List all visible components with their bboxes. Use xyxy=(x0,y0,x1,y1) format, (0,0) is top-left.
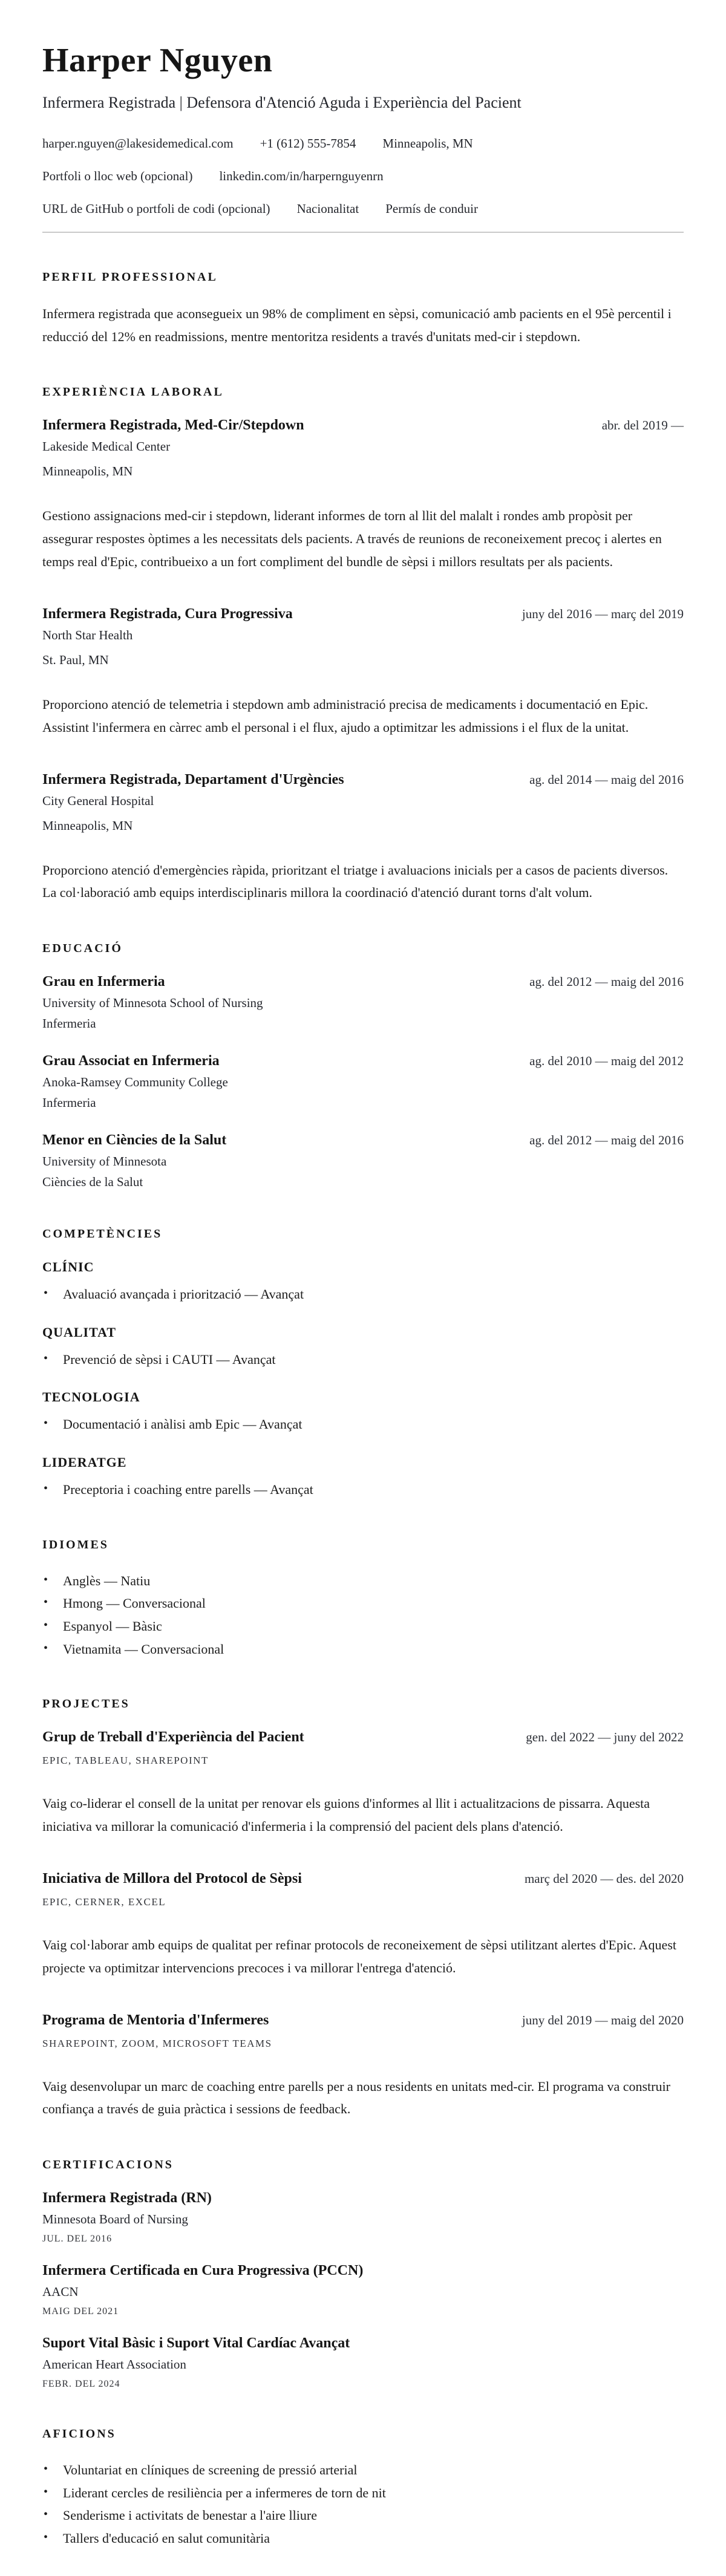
project-entry xyxy=(42,1729,684,1838)
job-title: Infermera Registrada, Med-Cir/Stepdown xyxy=(42,417,304,434)
job-date: abr. del 2019 — xyxy=(601,418,684,433)
certification-date: MAIG DEL 2021 xyxy=(42,2306,119,2317)
project-title: Iniciativa de Millora del Protocol de Sèpsi xyxy=(42,1870,302,1886)
job-location: Minneapolis, MN xyxy=(42,464,133,479)
language-list xyxy=(42,1570,684,1660)
education-entry-header xyxy=(42,974,684,990)
section-education xyxy=(42,942,684,1190)
resume-header xyxy=(42,42,684,233)
profile-text: Infermera registrada que aconsegueix un 98% de compliment en sèpsi, comunicació amb pacients en el 95è percentil i reducció del 12% en readmissions, mentre mentoritza residents a través d'unitats med-cir i stepdown. xyxy=(42,305,672,344)
section-projects xyxy=(42,1697,684,2121)
skill-group-technology xyxy=(42,1389,684,1435)
degree-date: ag. del 2012 — maig del 2016 xyxy=(529,1133,684,1148)
education-heading: EDUCACIÓ xyxy=(42,942,123,956)
nationality-placeholder: Nacionalitat xyxy=(296,201,359,216)
project-entry-header xyxy=(42,2012,684,2029)
project-title: Grup de Treball d'Experiència del Pacient xyxy=(42,1729,304,1746)
hobby-list xyxy=(42,2459,684,2549)
job-date: juny del 2016 — març del 2019 xyxy=(522,606,684,621)
phone-text: +1 (612) 555-7854 xyxy=(260,135,356,151)
degree-date: ag. del 2012 — maig del 2016 xyxy=(529,974,684,990)
education-entry xyxy=(42,1053,684,1110)
job-location: Minneapolis, MN xyxy=(42,818,133,833)
degree-school: University of Minnesota School of Nursing xyxy=(42,996,263,1011)
profile-heading: PERFIL PROFESSIONAL xyxy=(42,270,218,284)
job-title: Infermera Registrada, Departament d'Urgències xyxy=(42,771,344,787)
project-entry-header xyxy=(42,1871,684,1887)
languages-heading: IDIOMES xyxy=(42,1537,109,1551)
degree-school: Anoka-Ramsey Community College xyxy=(42,1075,228,1090)
section-profile xyxy=(42,270,684,348)
skill-group-clinic xyxy=(42,1259,684,1305)
degree-school: University of Minnesota xyxy=(42,1154,167,1169)
job-entry xyxy=(42,417,684,573)
project-tools: SHAREPOINT, ZOOM, MICROSOFT TEAMS xyxy=(42,2037,272,2049)
job-entry-header xyxy=(42,417,684,434)
certification-entry xyxy=(42,2190,684,2245)
degree-field: Ciències de la Salut xyxy=(42,1175,143,1190)
job-company: North Star Health xyxy=(42,627,133,642)
project-description: Vaig co-liderar el consell de la unitat per renovar els guions d'informes al llit i actualitzacions de pissarra. Aquesta iniciativa va millorar la comunicació d'infermeria i la comprensió del pacient dels plans d'atenció. xyxy=(42,1796,650,1834)
skill-group-name: QUALITAT xyxy=(42,1324,117,1340)
header-divider xyxy=(42,232,684,233)
skill-item: • Preceptoria i coaching entre parells — Avançat xyxy=(42,1479,684,1501)
hobbies-heading: AFICIONS xyxy=(42,2427,116,2441)
project-description: Vaig col·laborar amb equips de qualitat per refinar protocols de reconeixement de sèpsi utilitzant alertes d'Epic. Aquest projecte va optimitzar intervencions precoces i va millorar l'entrega d'atenció. xyxy=(42,1937,676,1975)
skill-item: • Documentació i anàlisi amb Epic — Avançat xyxy=(42,1414,684,1435)
job-company: Lakeside Medical Center xyxy=(42,439,171,454)
portfolio-placeholder: Portfoli o lloc web (opcional) xyxy=(42,168,193,183)
education-entry xyxy=(42,974,684,1031)
project-tools: EPIC, TABLEAU, SHAREPOINT xyxy=(42,1755,209,1767)
certification-date: FEBR. DEL 2024 xyxy=(42,2379,120,2390)
hobby-item: • Senderisme i activitats de benestar a l'aire lliure xyxy=(42,2505,684,2526)
project-title: Programa de Mentoria d'Infermeres xyxy=(42,2012,269,2028)
project-tools: EPIC, CERNER, EXCEL xyxy=(42,1896,166,1908)
language-item: • Espanyol — Bàsic xyxy=(42,1616,684,1637)
location-text: Minneapolis, MN xyxy=(382,135,473,151)
license-placeholder: Permís de conduir xyxy=(385,201,478,216)
contact-row-1 xyxy=(42,136,684,151)
skill-item: • Prevenció de sèpsi i CAUTI — Avançat xyxy=(42,1349,684,1371)
contact-row-2 xyxy=(42,169,684,184)
skill-item: • Avaluació avançada i priorització — Avançat xyxy=(42,1283,684,1305)
skill-list xyxy=(42,1283,684,1305)
degree-field: Infermeria xyxy=(42,1095,96,1110)
skill-list xyxy=(42,1479,684,1501)
certification-issuer: American Heart Association xyxy=(42,2357,186,2372)
education-entry xyxy=(42,1132,684,1190)
hobby-item: • Tallers d'educació en salut comunitària xyxy=(42,2528,684,2549)
certification-title: Suport Vital Bàsic i Suport Vital Cardíac Avançat xyxy=(42,2335,350,2352)
project-date: juny del 2019 — maig del 2020 xyxy=(522,2012,684,2027)
job-entry-header xyxy=(42,772,684,788)
skill-list xyxy=(42,1414,684,1435)
job-entry xyxy=(42,606,684,739)
contact-row-3 xyxy=(42,201,684,217)
certification-entry xyxy=(42,2263,684,2317)
job-description: Proporciono atenció de telemetria i stepdown amb administració precisa de medicaments i documentació en Epic. Assistint l'infermera en càrrec amb el personal i el flux, ajudo a optimitzar les admissions i el flux de la unitat. xyxy=(42,696,649,735)
job-location: St. Paul, MN xyxy=(42,652,109,667)
certification-issuer: Minnesota Board of Nursing xyxy=(42,2212,188,2227)
hobby-item: • Voluntariat en clíniques de screening de pressió arterial xyxy=(42,2459,684,2481)
section-certifications xyxy=(42,2158,684,2390)
section-skills xyxy=(42,1227,684,1501)
degree-field: Infermeria xyxy=(42,1016,96,1031)
project-date: gen. del 2022 — juny del 2022 xyxy=(526,1730,684,1745)
project-entry-header xyxy=(42,1729,684,1746)
certification-title: Infermera Certificada en Cura Progressiva (PCCN) xyxy=(42,2263,364,2279)
project-description: Vaig desenvolupar un marc de coaching entre parells per a nous residents en unitats med-cir. El programa va construir confiança a través de guia pràctica i sessions de feedback. xyxy=(42,2078,670,2117)
hobby-item: • Liderant cercles de resiliència per a infermeres de torn de nit xyxy=(42,2482,684,2504)
experience-heading: EXPERIÈNCIA LABORAL xyxy=(42,385,224,399)
certification-title: Infermera Registrada (RN) xyxy=(42,2190,212,2206)
project-entry xyxy=(42,2012,684,2121)
skill-group-quality xyxy=(42,1325,684,1371)
degree-title: Grau en Infermeria xyxy=(42,974,165,990)
job-entry-header xyxy=(42,606,684,622)
skill-group-name: TECNOLOGIA xyxy=(42,1389,140,1405)
person-name: Harper Nguyen xyxy=(42,42,273,79)
language-item: • Vietnamita — Conversacional xyxy=(42,1639,684,1660)
section-languages xyxy=(42,1538,684,1660)
project-entry xyxy=(42,1871,684,1980)
language-item: • Anglès — Natiu xyxy=(42,1570,684,1592)
email-text: harper.nguyen@lakesidemedical.com xyxy=(42,135,234,151)
education-entry-header xyxy=(42,1132,684,1149)
education-entry-header xyxy=(42,1053,684,1069)
job-company: City General Hospital xyxy=(42,793,154,808)
project-date: març del 2020 — des. del 2020 xyxy=(524,1871,684,1886)
section-experience xyxy=(42,385,684,904)
degree-date: ag. del 2010 — maig del 2012 xyxy=(529,1054,684,1069)
skill-group-name: LIDERATGE xyxy=(42,1455,127,1470)
certification-entry xyxy=(42,2335,684,2390)
job-entry xyxy=(42,772,684,905)
job-description: Gestiono assignacions med-cir i stepdown, liderant informes de torn al llit del malalt i rondes amb propòsit per assegurar respostes òptimes a les necessitats dels pacients. A través de reunions de reconeixement precoç i alertes en temps real d'Epic, contribueixo a un fort compliment del bundle de sèpsi i millors resultats per als pacients. xyxy=(42,508,662,570)
degree-title: Menor en Ciències de la Salut xyxy=(42,1132,227,1149)
certification-date: JUL. DEL 2016 xyxy=(42,2234,113,2245)
skill-list xyxy=(42,1349,684,1371)
language-item: • Hmong — Conversacional xyxy=(42,1593,684,1614)
github-placeholder: URL de GitHub o portfoli de codi (opcional) xyxy=(42,201,270,216)
certifications-heading: CERTIFICACIONS xyxy=(42,2158,174,2172)
headline: Infermera Registrada | Defensora d'Atenció Aguda i Experiència del Pacient xyxy=(42,93,522,111)
job-description: Proporciono atenció d'emergències ràpida, prioritzant el triatge i avaluacions inicials per a casos de pacients diversos. La col·laboració amb equips interdisciplinaris millora la coordinació d'atenció durant torns d'alt volum. xyxy=(42,862,669,901)
skills-heading: COMPETÈNCIES xyxy=(42,1227,163,1241)
linkedin-text: linkedin.com/in/harpernguyenrn xyxy=(219,168,384,183)
job-title: Infermera Registrada, Cura Progressiva xyxy=(42,605,293,622)
skill-group-name: CLÍNIC xyxy=(42,1259,94,1275)
section-hobbies xyxy=(42,2427,684,2549)
skill-group-leadership xyxy=(42,1455,684,1501)
certification-issuer: AACN xyxy=(42,2284,79,2300)
projects-heading: PROJECTES xyxy=(42,1697,130,1711)
job-date: ag. del 2014 — maig del 2016 xyxy=(529,772,684,787)
degree-title: Grau Associat en Infermeria xyxy=(42,1053,220,1069)
